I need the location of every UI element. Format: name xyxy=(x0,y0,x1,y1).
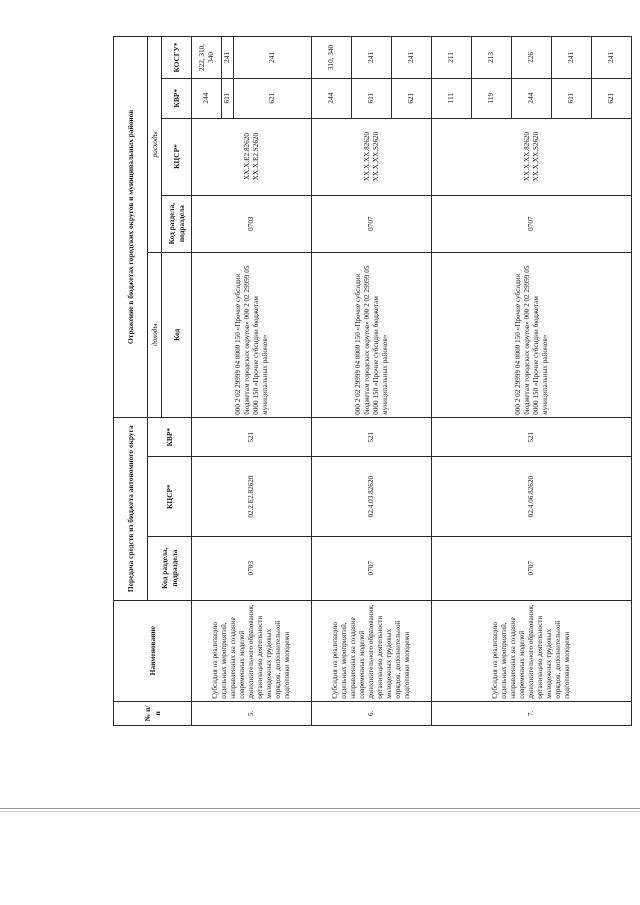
row-exp-kcsr: XX.X.E2.82620 XX.X.E2.S2620 xyxy=(192,118,312,195)
row-exp-section-code: 0703 xyxy=(192,195,312,252)
row-exp-kvr: 244 xyxy=(312,78,352,118)
page-edge-line-secondary xyxy=(0,811,640,812)
row-kcsr: 02.4.03.82620 xyxy=(312,457,432,536)
row-num: 5. xyxy=(192,701,312,725)
header-section-code: Код раздела, подраздела xyxy=(148,536,192,600)
row-kosgu: 241 xyxy=(222,37,234,79)
row-kosgu: 213 xyxy=(472,37,512,79)
header-reflection-group: Отражение в бюджетах городских округов и муниципальных районов xyxy=(114,37,148,418)
row-name: Субсидия на реализацию отдельных мероприятий, направленных на создание современных моделей дополнительного образования, организацию деятельности молодежных трудовых отрядов, дополнительной подготовки молодежи xyxy=(432,600,632,701)
row-kosgu: 241 xyxy=(592,37,632,79)
row-exp-kvr: 621 xyxy=(392,78,432,118)
row-num: 7. xyxy=(432,701,632,725)
row-exp-kvr: 611 xyxy=(352,78,392,118)
row-exp-kvr: 244 xyxy=(192,78,222,118)
row-exp-section-code: 0707 xyxy=(312,195,432,252)
header-code: Код xyxy=(162,252,192,417)
header-kcsr: КЦСР* xyxy=(148,457,192,536)
budget-table xyxy=(113,36,632,726)
header-kvr: КВР* xyxy=(148,417,192,457)
row-income-codes: 000 2 02 29999 04 0000 150 «Прочие субсидии бюджетам городских округов» 000 2 02 29999 05 0000 150 «Прочие субсидии бюджетам муниципальных районов» xyxy=(312,252,432,417)
row-kvr: 521 xyxy=(312,417,432,457)
row-kcsr: 02.2.E2.82620 xyxy=(192,457,312,536)
row-kosgu: 241 xyxy=(234,37,312,79)
row-section-code: 0707 xyxy=(432,536,632,600)
row-section-code: 0703 xyxy=(192,536,312,600)
row-name: Субсидия на реализацию отдельных мероприятий, направленных на создание современных моделей дополнительного образования, организацию деятельности молодежных трудовых отрядов, дополнительной подготовки молодежи xyxy=(312,600,432,701)
row-kosgu: 211 xyxy=(432,37,472,79)
header-income: доходы xyxy=(148,252,162,417)
row-exp-kvr: 621 xyxy=(234,78,312,118)
row-exp-kcsr: XX.X.XX.82620 XX.X.XX.S2620 xyxy=(312,118,432,195)
row-income-codes: 000 2 02 29999 04 0000 150 «Прочие субсидии бюджетам городских округов» 000 2 02 29999 05 0000 150 «Прочие субсидии бюджетам муниципальных районов» xyxy=(432,252,632,417)
row-exp-kvr: 621 xyxy=(592,78,632,118)
row-kcsr: 02.4.06.82620 xyxy=(432,457,632,536)
row-income-codes: 000 2 02 29999 04 0000 150 «Прочие субсидии бюджетам городских округов» 000 2 02 29999 05 0000 150 «Прочие субсидии бюджетам муниципальных районов» xyxy=(192,252,312,417)
rotated-table-sheet xyxy=(113,36,615,726)
header-name: Наименование xyxy=(114,600,192,701)
row-kosgu: 222, 310, 340 xyxy=(192,37,222,79)
row-name: Субсидия на реализацию отдельных мероприятий, направленных на создание современных моделей дополнительного образования, организацию деятельности молодежных трудовых отрядов, дополнительной подготовки молодежи xyxy=(192,600,312,701)
row-kosgu: 241 xyxy=(552,37,592,79)
row-exp-kcsr: XX.X.XX.82620 XX.X.XX.S2620 xyxy=(432,118,632,195)
row-exp-kvr: 119 xyxy=(472,78,512,118)
header-exp-kcsr: КЦСР* xyxy=(162,118,192,195)
row-kosgu: 310, 340 xyxy=(312,37,352,79)
header-expense: расходы xyxy=(148,37,162,253)
row-num: 6. xyxy=(312,701,432,725)
row-exp-kvr: 111 xyxy=(432,78,472,118)
row-exp-section-code: 0707 xyxy=(432,195,632,252)
header-transfer-group: Передача средств из бюджета автономного округа xyxy=(114,417,148,600)
header-exp-kvr: КВР* xyxy=(162,78,192,118)
row-kvr: 521 xyxy=(192,417,312,457)
row-exp-kvr: 611 xyxy=(222,78,234,118)
page-edge-line xyxy=(0,808,640,809)
header-num: № п/п xyxy=(114,701,192,725)
row-kosgu: 241 xyxy=(392,37,432,79)
row-kosgu: 241 xyxy=(352,37,392,79)
row-kvr: 521 xyxy=(432,417,632,457)
header-kosgu: КОСГУ* xyxy=(162,37,192,79)
row-exp-kvr: 244 xyxy=(512,78,552,118)
row-exp-kvr: 611 xyxy=(552,78,592,118)
row-kosgu: 226 xyxy=(512,37,552,79)
row-section-code: 0707 xyxy=(312,536,432,600)
header-exp-section-code: Код раздела, подраздела xyxy=(162,195,192,252)
